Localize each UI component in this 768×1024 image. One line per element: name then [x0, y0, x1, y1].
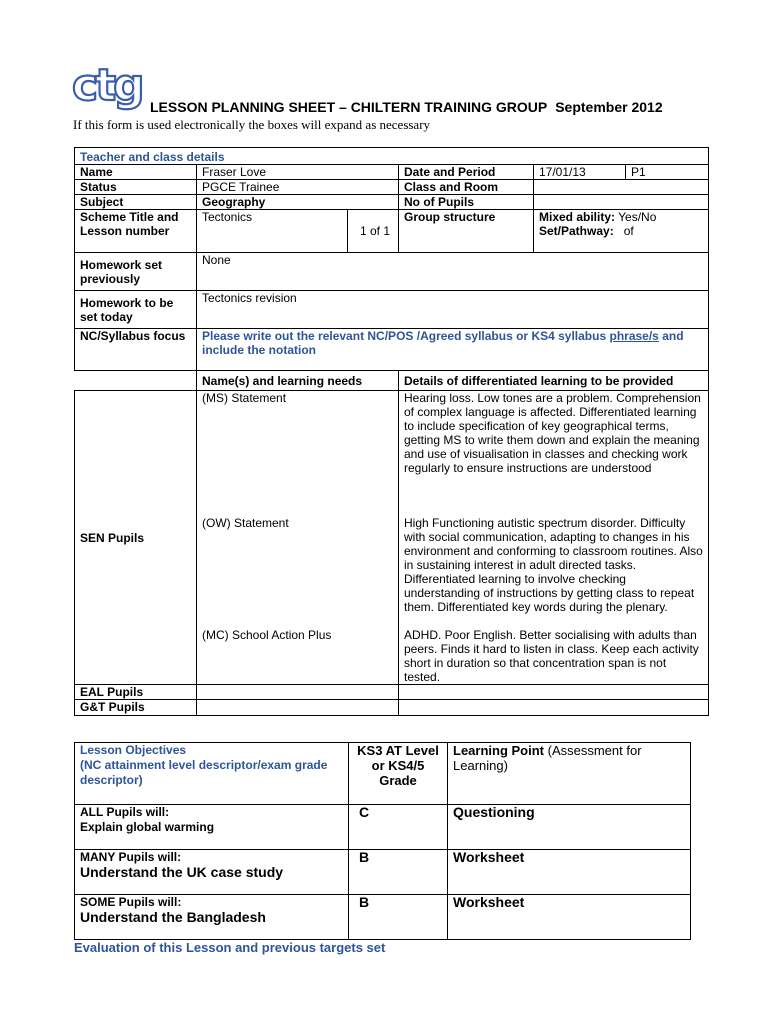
objective-group: MANY Pupils will: [80, 850, 182, 864]
hw-prev-value[interactable]: None [197, 253, 709, 291]
mixed-label: Mixed ability: [539, 210, 616, 224]
title-text: LESSON PLANNING SHEET – CHILTERN TRAINING GROUP [150, 99, 548, 115]
hw-today-label: Homework to be set today [75, 291, 197, 329]
sen-name-2: (OW) Statement [202, 516, 289, 530]
objectives-title: Lesson Objectives [80, 743, 187, 757]
subject-label: Subject [75, 195, 197, 210]
sen-details[interactable] [399, 391, 709, 685]
point-header-bold: Learning Point [453, 743, 544, 758]
title-date: September 2012 [555, 99, 663, 115]
level-header: KS3 AT Level or KS4/5 Grade [349, 743, 448, 805]
expand-note: If this form is used electronically the boxes will expand as necessary [73, 117, 431, 132]
scheme-value[interactable]: Tectonics [197, 210, 348, 253]
group-value[interactable] [534, 210, 709, 253]
eal-label: EAL Pupils [75, 685, 197, 700]
objective-group: SOME Pupils will: [80, 895, 182, 909]
hw-prev-label: Homework set previously [75, 253, 197, 291]
objective-point[interactable]: Questioning [448, 805, 691, 850]
gt-details[interactable] [399, 700, 709, 716]
sen-detail-3: ADHD. Poor English. Better socialising with adults than peers. Finds it hard to listen in class. Keep each activity short in duration so that concentration span is not tested. [404, 628, 699, 684]
sen-label: SEN Pupils [75, 391, 197, 685]
point-header-rest: (Assessment for Learning) [453, 743, 642, 773]
teacher-class-table [74, 147, 709, 716]
eal-names[interactable] [197, 685, 399, 700]
name-label: Name [75, 165, 197, 180]
hw-today-value[interactable]: Tectonics revision [197, 291, 709, 329]
status-label: Status [75, 180, 197, 195]
objective-row-many[interactable] [75, 850, 349, 895]
sen-detail-1: Hearing loss. Low tones are a problem. Comprehension of complex language is affected. Differentiated learning to include specification of key geographical terms, getting MS to write them down and explain the meaning and use of visualisation in classes and checking work regularly to ensure instructions are understood [404, 391, 701, 475]
gt-label: G&T Pupils [75, 700, 197, 716]
eal-details[interactable] [399, 685, 709, 700]
ctg-logo: ctg [72, 60, 142, 111]
objective-point[interactable]: Worksheet [448, 850, 691, 895]
lesson-number[interactable]: 1 of 1 [348, 210, 399, 253]
sen-name-1: (MS) Statement [202, 391, 287, 405]
nc-value[interactable] [197, 329, 709, 371]
pupils-label: No of Pupils [399, 195, 534, 210]
class-label: Class and Room [399, 180, 534, 195]
objective-grade[interactable]: B [349, 895, 448, 940]
class-value[interactable] [534, 180, 709, 195]
objectives-title-cell [75, 743, 349, 805]
status-value[interactable]: PGCE Trainee [197, 180, 399, 195]
period-value[interactable]: P1 [626, 165, 709, 180]
needs-header-blank [75, 371, 197, 391]
objective-group: ALL Pupils will: [80, 805, 170, 819]
objective-grade[interactable]: C [349, 805, 448, 850]
set-label: Set/Pathway: [539, 224, 614, 238]
objective-row-some[interactable] [75, 895, 349, 940]
pupils-value[interactable] [534, 195, 709, 210]
set-value: of [623, 224, 634, 238]
sen-detail-2: High Functioning autistic spectrum disorder. Difficulty with social communication, adapting to changes in his environment and conforming to classroom routines. Also in sustaining interest in adult directed tasks. Differentiated learning to involve checking understanding of instructions by getting class to repeat them. Differentiated key words during the plenary. [404, 516, 703, 614]
evaluation-title: Evaluation of this Lesson and previous targets set [74, 940, 386, 955]
nc-text-2: and include the notation [202, 329, 684, 357]
page-title [150, 99, 663, 115]
group-label: Group structure [399, 210, 534, 253]
scheme-label: Scheme Title and Lesson number [75, 210, 197, 253]
objectives-table [74, 742, 691, 940]
nc-text-1: Please write out the relevant NC/POS /Agreed syllabus or KS4 syllabus [202, 329, 607, 343]
date-label: Date and Period [399, 165, 534, 180]
nc-label: NC/Syllabus focus [75, 329, 197, 371]
name-value[interactable]: Fraser Love [197, 165, 399, 180]
nc-text-link[interactable]: phrase/s [609, 329, 659, 343]
point-header [448, 743, 691, 805]
date-value[interactable]: 17/01/13 [534, 165, 626, 180]
subject-value[interactable]: Geography [197, 195, 399, 210]
objective-grade[interactable]: B [349, 850, 448, 895]
objective-point[interactable]: Worksheet [448, 895, 691, 940]
sen-name-3: (MC) School Action Plus [202, 628, 332, 642]
gt-names[interactable] [197, 700, 399, 716]
objective-row-all[interactable] [75, 805, 349, 850]
objective-text: Understand the Bangladesh [80, 909, 266, 925]
section-title: Teacher and class details [75, 148, 709, 165]
mixed-value: Yes/No [618, 210, 657, 224]
objective-text: Understand the UK case study [80, 864, 284, 880]
objective-text: Explain global warming [80, 820, 215, 834]
needs-col-names: Name(s) and learning needs [197, 371, 399, 391]
sen-names[interactable] [197, 391, 399, 685]
needs-col-details: Details of differentiated learning to be provided [399, 371, 709, 391]
objectives-subtitle: (NC attainment level descriptor/exam grade descriptor) [80, 758, 328, 787]
